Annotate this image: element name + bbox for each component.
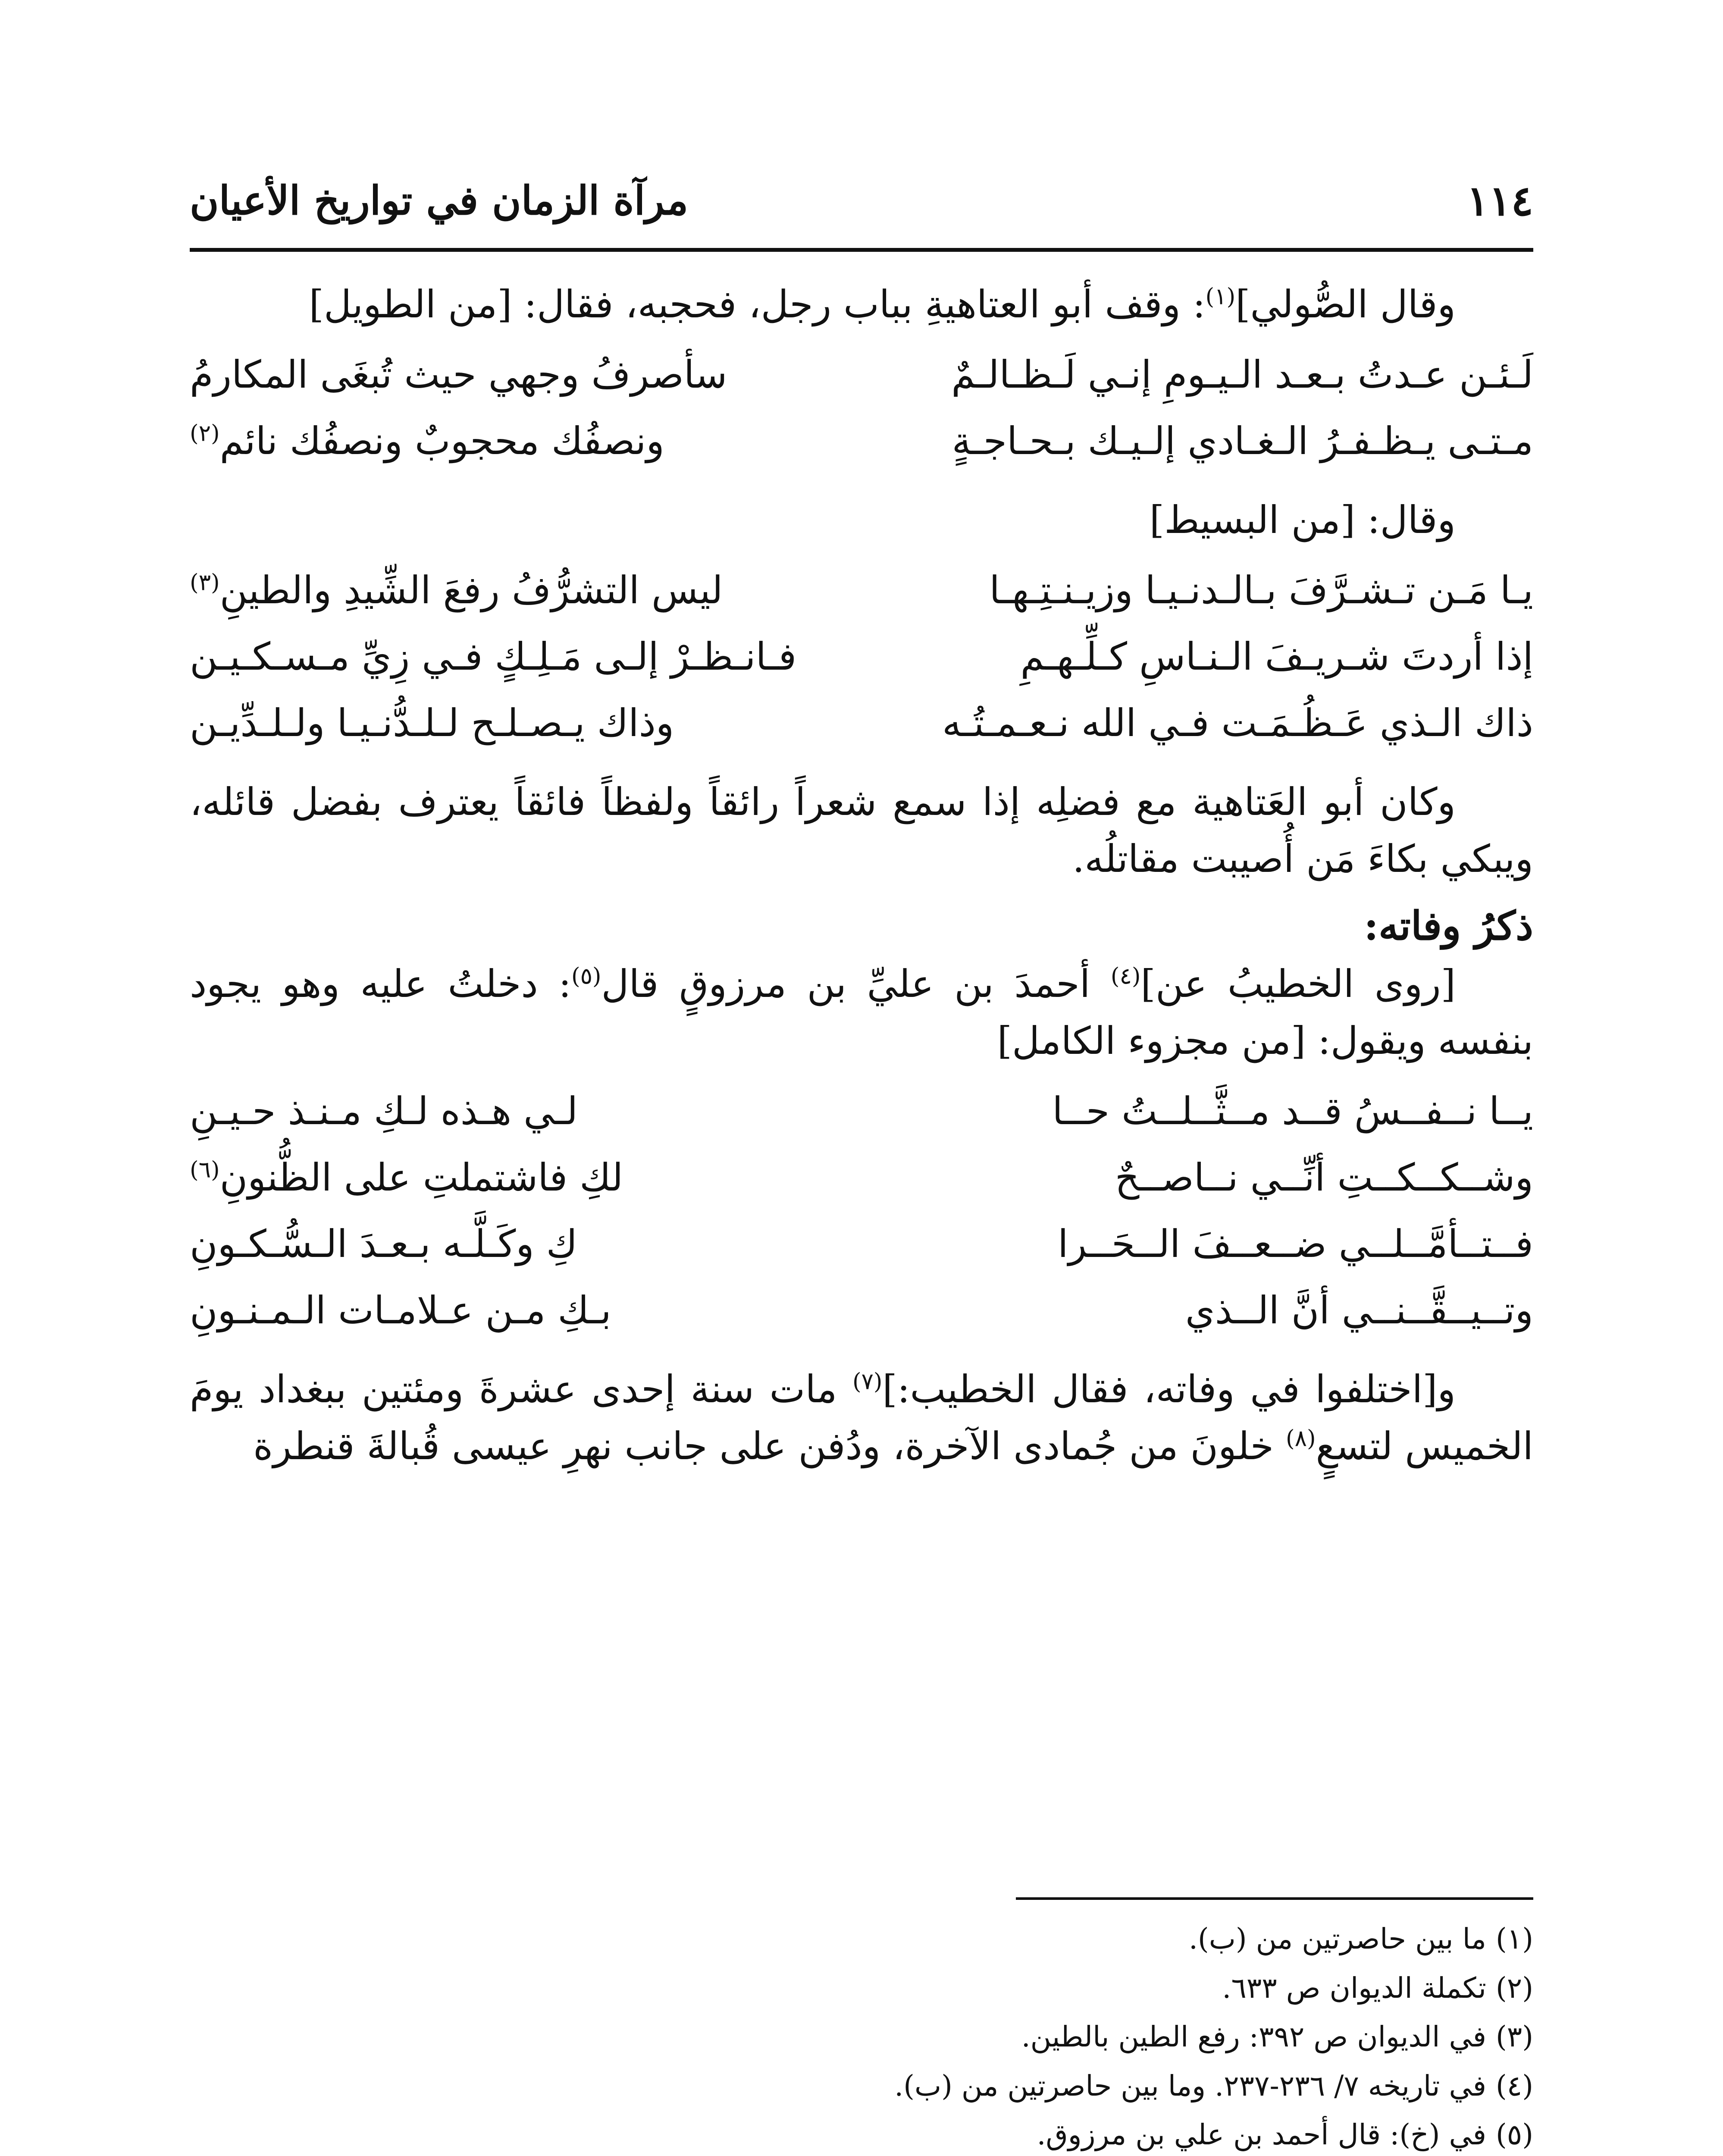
footnote-number: (٢) xyxy=(1496,1971,1533,2005)
footnote-number: (٥) xyxy=(1496,2118,1533,2152)
footnote-ref-4: (٤) xyxy=(1110,963,1141,990)
verse-first-hemistich: يــا نــفــسُ قــد مــثَّــلــتُ حــا xyxy=(1052,1089,1533,1133)
poem-2 xyxy=(190,557,1533,756)
running-title: مرآة الزمان في تواريخ الأعيان xyxy=(190,177,689,224)
footnote-number: (١) xyxy=(1496,1922,1533,1955)
text: أحمدَ بن عليِّ بن مرزوقٍ قال xyxy=(601,962,1111,1006)
verse-first-hemistich: مـتـى يـظـفـرُ الـغـادي إلـيـك بـحـاجـةٍ xyxy=(952,419,1533,463)
text: مات سنة إحدى عشرةَ ومئتين ببغداد يومَ الخميس لتسعٍ xyxy=(190,1367,1533,1468)
footnote xyxy=(190,1964,1533,2013)
text: خلونَ من جُمادى الآخرة، ودُفن على جانب نهرِ عيسى قُبالةَ قنطرة xyxy=(253,1424,1286,1468)
footnote-text: تكملة الديوان ص ٦٣٣. xyxy=(1222,1971,1487,2005)
intro-text-after: : وقف أبو العتاهيةِ بباب رجل، فحجبه، فقال: xyxy=(512,282,1206,326)
footnote xyxy=(190,1915,1533,1964)
verse-first-hemistich: إذا أردتَ شـريـفَ الـنـاسِ كـلِّـهـمِ xyxy=(1020,634,1533,679)
text: : دخلتُ عليه وهو يجود بنفسه ويقول: xyxy=(190,962,1533,1063)
death-paragraph xyxy=(190,956,1533,1069)
section-heading: ذكرُ وفاته: xyxy=(1364,903,1533,949)
verse-second-hemistich xyxy=(190,624,808,690)
main-text xyxy=(190,276,1533,1475)
verse-first-hemistich: وشــكــكــتِ أنِّــي نــاصــحٌ xyxy=(1115,1155,1533,1200)
footnote-text: في (خ): قال أحمد بن علي بن مرزوق. xyxy=(1037,2118,1487,2152)
footnote xyxy=(190,2012,1533,2062)
hemistich-text: سأصرفُ وجهي حيث تُبغَى المكارمُ xyxy=(190,352,727,397)
hemistich-text: ليس التشرُّفُ رفعَ الشِّيدِ والطينِ xyxy=(219,568,723,612)
verse xyxy=(190,624,1533,690)
verse-second-hemistich xyxy=(190,690,808,756)
footnote-text: في تاريخه ٧/ ٢٣٦-٢٣٧. وما بين حاصرتين من (ب). xyxy=(894,2069,1487,2103)
footnote xyxy=(190,2062,1533,2111)
verse xyxy=(190,408,1533,474)
meter-label: [من الطويل] xyxy=(309,282,512,326)
footnote xyxy=(190,2110,1533,2156)
verse xyxy=(190,1211,1533,1277)
footnote-ref-6: (٦) xyxy=(190,1156,220,1183)
verse xyxy=(190,690,1533,756)
footnote-ref-7: (٧) xyxy=(852,1368,883,1395)
intro-paragraph xyxy=(190,276,1533,333)
intro-text-before: وقال الصُّولي] xyxy=(1235,282,1456,326)
verse-first-hemistich: ذاك الـذي عَـظُـمَـت فـي الله نـعـمـتُـه xyxy=(942,701,1533,745)
hemistich-text: لـي هـذه لـكِ مـنـذ حـيـنِ xyxy=(190,1089,578,1133)
verse-first-hemistich: فــتــأمَّــلــي ضــعــفَ الــحَــرا xyxy=(1058,1222,1533,1266)
verse xyxy=(190,557,1533,624)
final-paragraph xyxy=(190,1361,1533,1475)
footnote-separator xyxy=(1016,1897,1533,1900)
verse-first-hemistich: يـا مَـن تـشـرَّفَ بـالـدنـيـا وزيـنـتِـهـا xyxy=(989,568,1533,612)
verse-second-hemistich xyxy=(190,1078,808,1144)
running-head xyxy=(190,168,1533,233)
page-number: ١١٤ xyxy=(1466,176,1533,225)
header-rule xyxy=(190,248,1533,252)
verse xyxy=(190,342,1533,408)
verse-second-hemistich xyxy=(190,408,808,474)
verse xyxy=(190,1078,1533,1144)
verse-second-hemistich xyxy=(190,1277,808,1344)
footnote-text: ما بين حاصرتين من (ب). xyxy=(1189,1922,1487,1955)
footnote-ref-3: (٣) xyxy=(190,569,220,596)
footnote-number: (٣) xyxy=(1496,2020,1533,2054)
footnote-text: في الديوان ص ٣٩٢: رفع الطين بالطين. xyxy=(1021,2020,1487,2054)
footnote-ref-2: (٢) xyxy=(190,420,220,447)
poem-3 xyxy=(190,1078,1533,1344)
verse-first-hemistich: وتــيــقَّــنــي أنَّ الــذي xyxy=(1185,1288,1533,1332)
poem-1 xyxy=(190,342,1533,474)
hemistich-text: فـانـظـرْ إلـى مَـلِـكٍ فـي زِيِّ مـسـكـيـن xyxy=(190,634,797,679)
hemistich-text: ونصفُك محجوبٌ ونصفُك نائم xyxy=(219,419,664,463)
paragraph: وكان أبو العَتاهية مع فضلِه إذا سمع شعراً رائقاً ولفظاً فائقاً يعترف بفضل قائله، ويبكي بكاءَ مَن أُصيبت مقاتلُه. xyxy=(190,780,1533,881)
verse-second-hemistich xyxy=(190,1211,808,1277)
verse-second-hemistich xyxy=(190,342,808,408)
verse xyxy=(190,1277,1533,1344)
meter-label: [من مجزوء الكامل] xyxy=(997,1018,1306,1063)
verse xyxy=(190,1144,1533,1211)
meter-label: [من البسيط] xyxy=(1149,498,1356,542)
footnote-number: (٤) xyxy=(1496,2069,1533,2103)
hemistich-text: لكِ فاشتملتِ على الظُّنونِ xyxy=(219,1155,623,1200)
footnote-ref-8: (٨) xyxy=(1286,1425,1316,1452)
verse-second-hemistich xyxy=(190,1144,808,1211)
hemistich-text: وذاك يـصـلـح لـلـدُّنـيـا ولـلـدِّيـن xyxy=(190,701,674,745)
verse-first-hemistich: لَـئـن عـدتُ بـعـد الـيـومِ إنـي لَـظـالـمٌ xyxy=(951,352,1533,397)
footnotes xyxy=(190,1915,1533,2156)
footnote-ref-5: (٥) xyxy=(571,963,601,990)
text: [روى الخطيبُ عن] xyxy=(1140,962,1456,1006)
verse-second-hemistich xyxy=(190,557,808,624)
hemistich-text: كِ وكَـلَّـه بـعـدَ الـسُّـكـونِ xyxy=(190,1222,578,1266)
footnote-ref-1: (١) xyxy=(1205,283,1236,310)
text: و[اختلفوا في وفاته، فقال الخطيب:] xyxy=(882,1367,1456,1411)
verse-intro-label xyxy=(190,492,1533,548)
hemistich-text: بـكِ مـن عـلامـات الـمـنـونِ xyxy=(190,1288,611,1332)
label-text: وقال: xyxy=(1355,498,1456,542)
